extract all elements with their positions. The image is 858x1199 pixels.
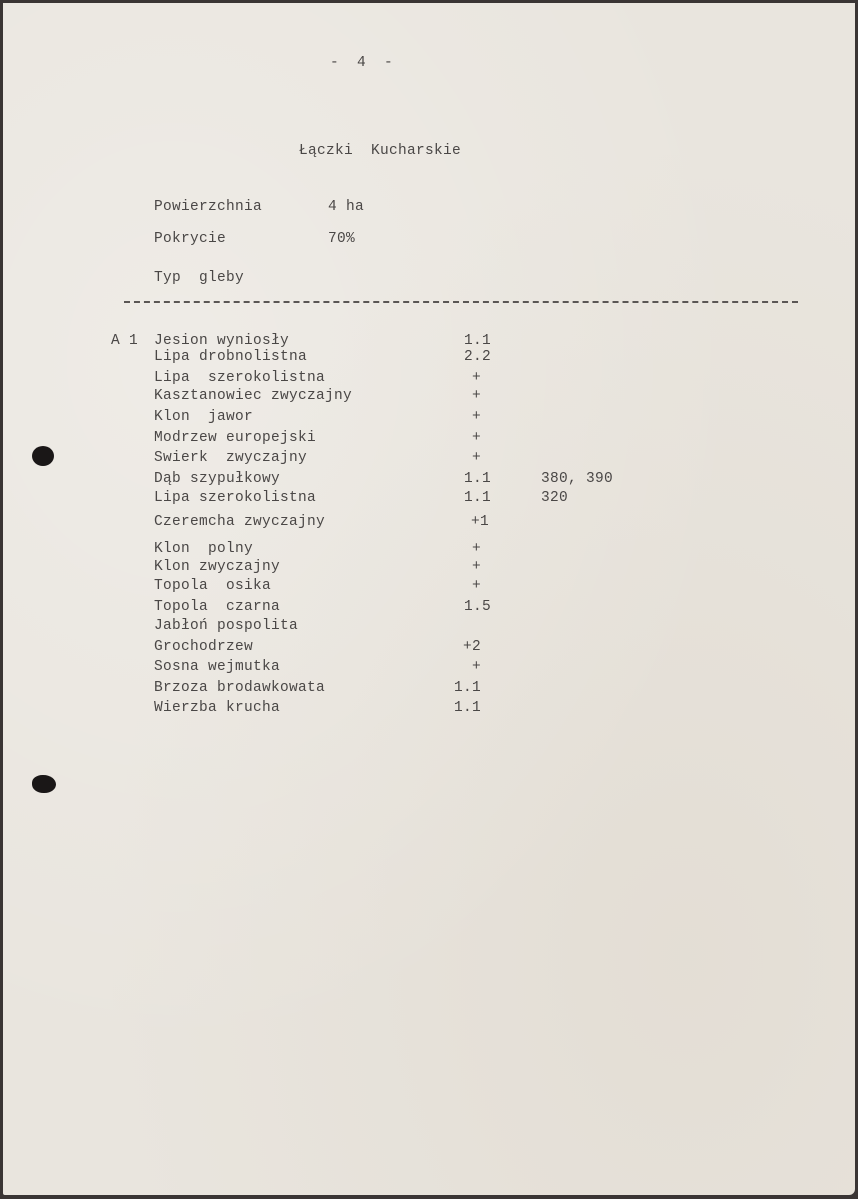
species-score: +: [471, 659, 481, 675]
punch-hole-bottom: [32, 775, 56, 793]
species-name: Klon zwyczajny: [154, 559, 281, 575]
species-name: Jabłoń pospolita: [154, 618, 299, 634]
species-score: +: [471, 388, 481, 404]
soil-type-label: Typ gleby: [154, 270, 245, 286]
species-name: Lipa drobnolistna: [154, 349, 308, 365]
coverage-value: 70%: [328, 231, 356, 247]
page-number: - 4 -: [330, 55, 394, 71]
species-name: Brzoza brodawkowata: [154, 680, 326, 696]
species-score: 2.2: [463, 349, 491, 365]
species-score: 1.5: [463, 599, 491, 615]
species-score: 1.1: [463, 333, 491, 349]
species-score: 1.1: [453, 700, 481, 716]
area-label: Powierzchnia: [154, 199, 263, 215]
species-score: 1.1: [463, 471, 491, 487]
species-score: +: [471, 559, 481, 575]
species-name: Sosna wejmutka: [154, 659, 281, 675]
species-score: +: [471, 578, 481, 594]
species-name: Topola osika: [154, 578, 272, 594]
species-name: Topola czarna: [154, 599, 281, 615]
species-score: 1.1: [453, 680, 481, 696]
species-name: Swierk zwyczajny: [154, 450, 308, 466]
species-score: +: [471, 450, 481, 466]
species-score: +1: [470, 514, 489, 530]
species-name: Czeremcha zwyczajny: [154, 514, 326, 530]
species-score: +: [471, 370, 481, 386]
species-score: +2: [462, 639, 481, 655]
species-score: +: [471, 409, 481, 425]
species-score: 1.1: [463, 490, 491, 506]
species-name: Klon jawor: [154, 409, 254, 425]
species-name: Wierzba krucha: [154, 700, 281, 716]
species-name: Grochodrzew: [154, 639, 254, 655]
coverage-label: Pokrycie: [154, 231, 227, 247]
species-score: +: [471, 430, 481, 446]
species-name: Modrzew europejski: [154, 430, 317, 446]
species-name: Dąb szypułkowy: [154, 471, 281, 487]
page-title: Łączki Kucharskie: [299, 143, 462, 159]
dashed-divider: [124, 301, 798, 303]
plot-label: A 1: [111, 333, 139, 349]
species-name: Kasztanowiec zwyczajny: [154, 388, 353, 404]
species-name: Lipa szerokolistna: [154, 370, 326, 386]
species-name: Klon polny: [154, 541, 254, 557]
species-name: Lipa szerokolistna: [154, 490, 317, 506]
species-name: Jesion wyniosły: [154, 333, 290, 349]
species-note: 320: [541, 490, 569, 506]
species-score: +: [471, 541, 481, 557]
punch-hole-top: [32, 446, 54, 466]
area-value: 4 ha: [328, 199, 365, 215]
document-page: [3, 3, 855, 1195]
species-note: 380, 390: [541, 471, 614, 487]
